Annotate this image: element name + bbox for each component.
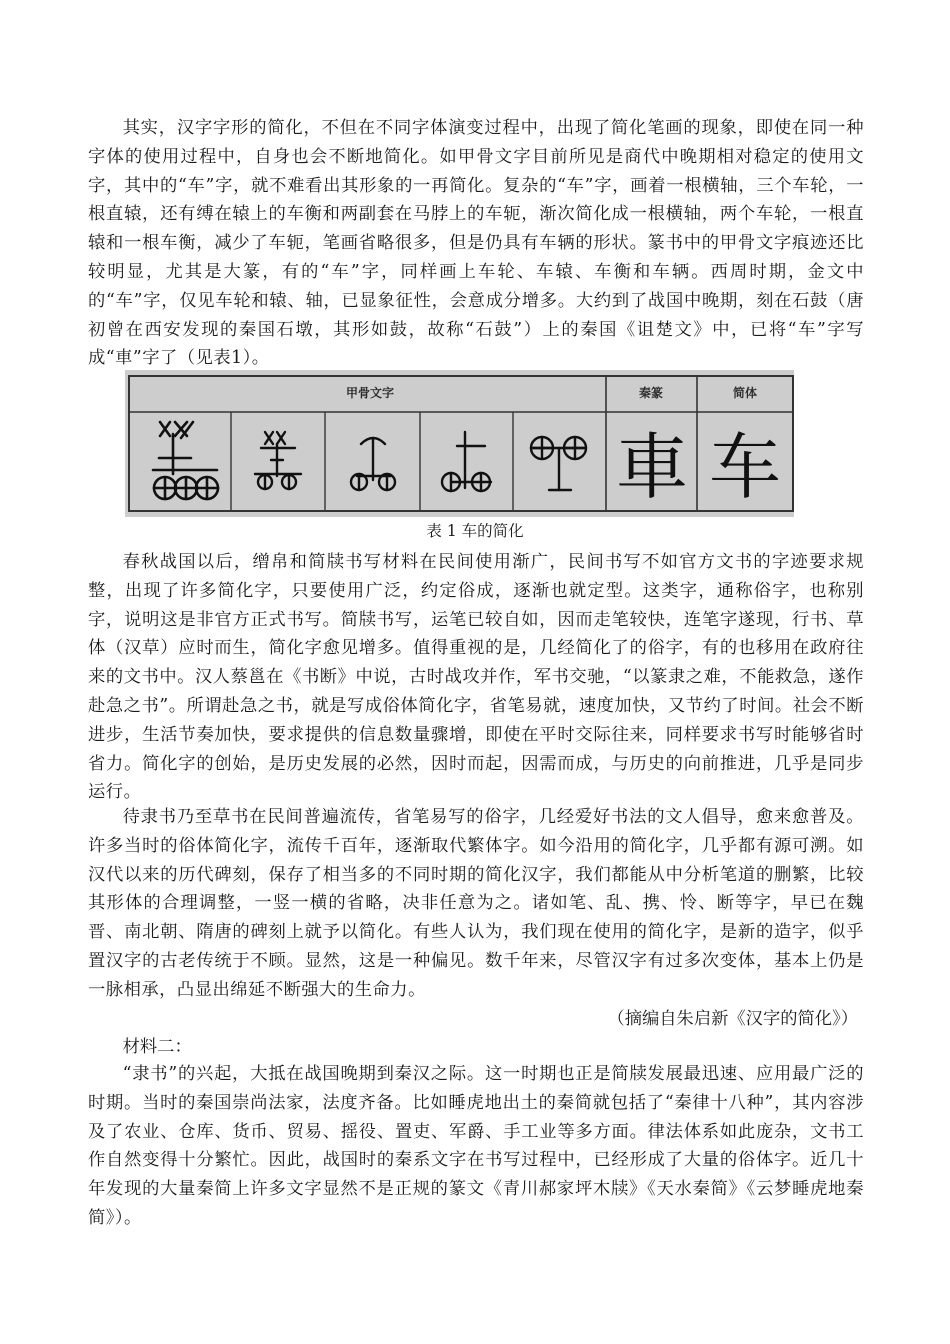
table-figure [125, 370, 794, 517]
simplified-character: 车 [708, 425, 782, 509]
material-two-label: 材料二： [122, 1037, 192, 1057]
paragraph-3: 待隶书乃至草书在民间普遍流传，省笔易写的俗字，几经爱好书法的文人倡导，愈来愈普及。许多当时的俗体简化字，流传千百年，逐渐取代繁体字。如今沿用的简化字，几乎都有源可溯。如汉代以来的历代碑刻，保存了相当多的不同时期的简化汉字，我们都能从中分析笔道的删繁，比较其形体的合理调整，一竖一横的省略，决非任意为之。诸如笔、乱、携、怜、断等字，早已在魏晋、南北朝、隋唐的碑刻上就予以简化。有些人认为，我们现在使用的简化字，是新的造字，似乎置汉字的古老传统于不顾。显然，这是一种偏见。数千年来，尽管汉字有过多次变体，基本上仍是一脉相承，凸显出绵延不断强大的生命力。 [88, 807, 864, 1000]
paragraph-material-two: “隶书”的兴起，大抵在战国晚期到秦汉之际。这一时期也正是简牍发展最迅速、应用最广泛的时期。当时的秦国崇尚法家，法度齐备。比如睡虎地出土的秦简就包括了“秦律十八种”，其内容涉及了农业、仓库、货币、贸易、摇役、置吏、军爵、手工业等多方面。律法体系如此庞杂，文书工作自然变得十分繁忙。因此，战国时的秦系文字在书写过程中，已经形成了大量的俗体字。近几十年发现的大量秦简上许多文字显然不是正规的篆文《青川郝家坪木牍》《天水秦简》《云梦睡虎地秦简》）。 [88, 1064, 864, 1228]
paragraph-1: 其实，汉字字形的简化，不但在不同字体演变过程中，出现了简化笔画的现象，即使在同一种字体的使用过程中，自身也会不断地简化。如甲骨文字目前所见是商代中晚期相对稳定的使用文字，其中的“车”字，就不难看出其形象的一再简化。复杂的“车”字，画着一根横轴，三个车轮，一根直辕，还有缚在辕上的车衡和两副套在马脖上的车轭，渐次简化成一根横轴，两个车轮，一根直辕和一根车衡，减少了车轭，笔画省略很多，但是仍具有车辆的形状。篆书中的甲骨文字痕迹还比较明显，尤其是大篆，有的“车”字，同样画上车轮、车辕、车衡和车辆。西周时期，金文中的“车”字，仅见车轮和辕、轴，已显象征性，会意成分增多。大约到了战国中晚期，刻在石鼓（唐初曾在西安发现的秦国石墩，其形如鼓，故称“石鼓”）上的秦国《诅楚文》中，已将“车”字写成“車”字了（见表1）。 [88, 118, 864, 369]
character-evolution-table-image [125, 370, 794, 517]
header-qin-seal: 秦篆 [638, 386, 664, 400]
header-simplified: 简体 [732, 386, 758, 400]
source-citation: （摘编自朱启新《汉字的简化》） [607, 1009, 858, 1029]
table-caption: 表 1 车的简化 [426, 522, 524, 540]
header-oracle-bone: 甲骨文字 [345, 386, 395, 400]
paragraph-2: 春秋战国以后，缯帛和简牍书写材料在民间使用渐广，民间书写不如官方文书的字迹要求规整，出现了许多简化字，只要使用广泛，约定俗成，逐渐也就定型。这类字，通称俗字，也称别字，说明这是非官方正式书写。简牍书写，运笔已较自如，因而走笔较快，连笔字遂现，行书、草体（汉草）应时而生，简化字愈见增多。值得重视的是，几经简化了的俗字，有的也移用在政府往来的文书中。汉人蔡邕在《书断》中说，古时战攻并作，军书交驰，“以篆隶之难，不能救急，遂作赴急之书”。所谓赴急之书，就是写成俗体简化字，省笔易就，速度加快，又节约了时间。社会不断进步，生活节奏加快，要求提供的信息数量骤增，即使在平时交际往来，同样要求书写时能够省时省力。简化字的创始，是历史发展的必然，因时而起，因需而成，与历史的向前推进，几乎是同步运行。 [88, 552, 864, 803]
qin-seal-character: 車 [615, 425, 689, 509]
table-background [125, 370, 794, 517]
